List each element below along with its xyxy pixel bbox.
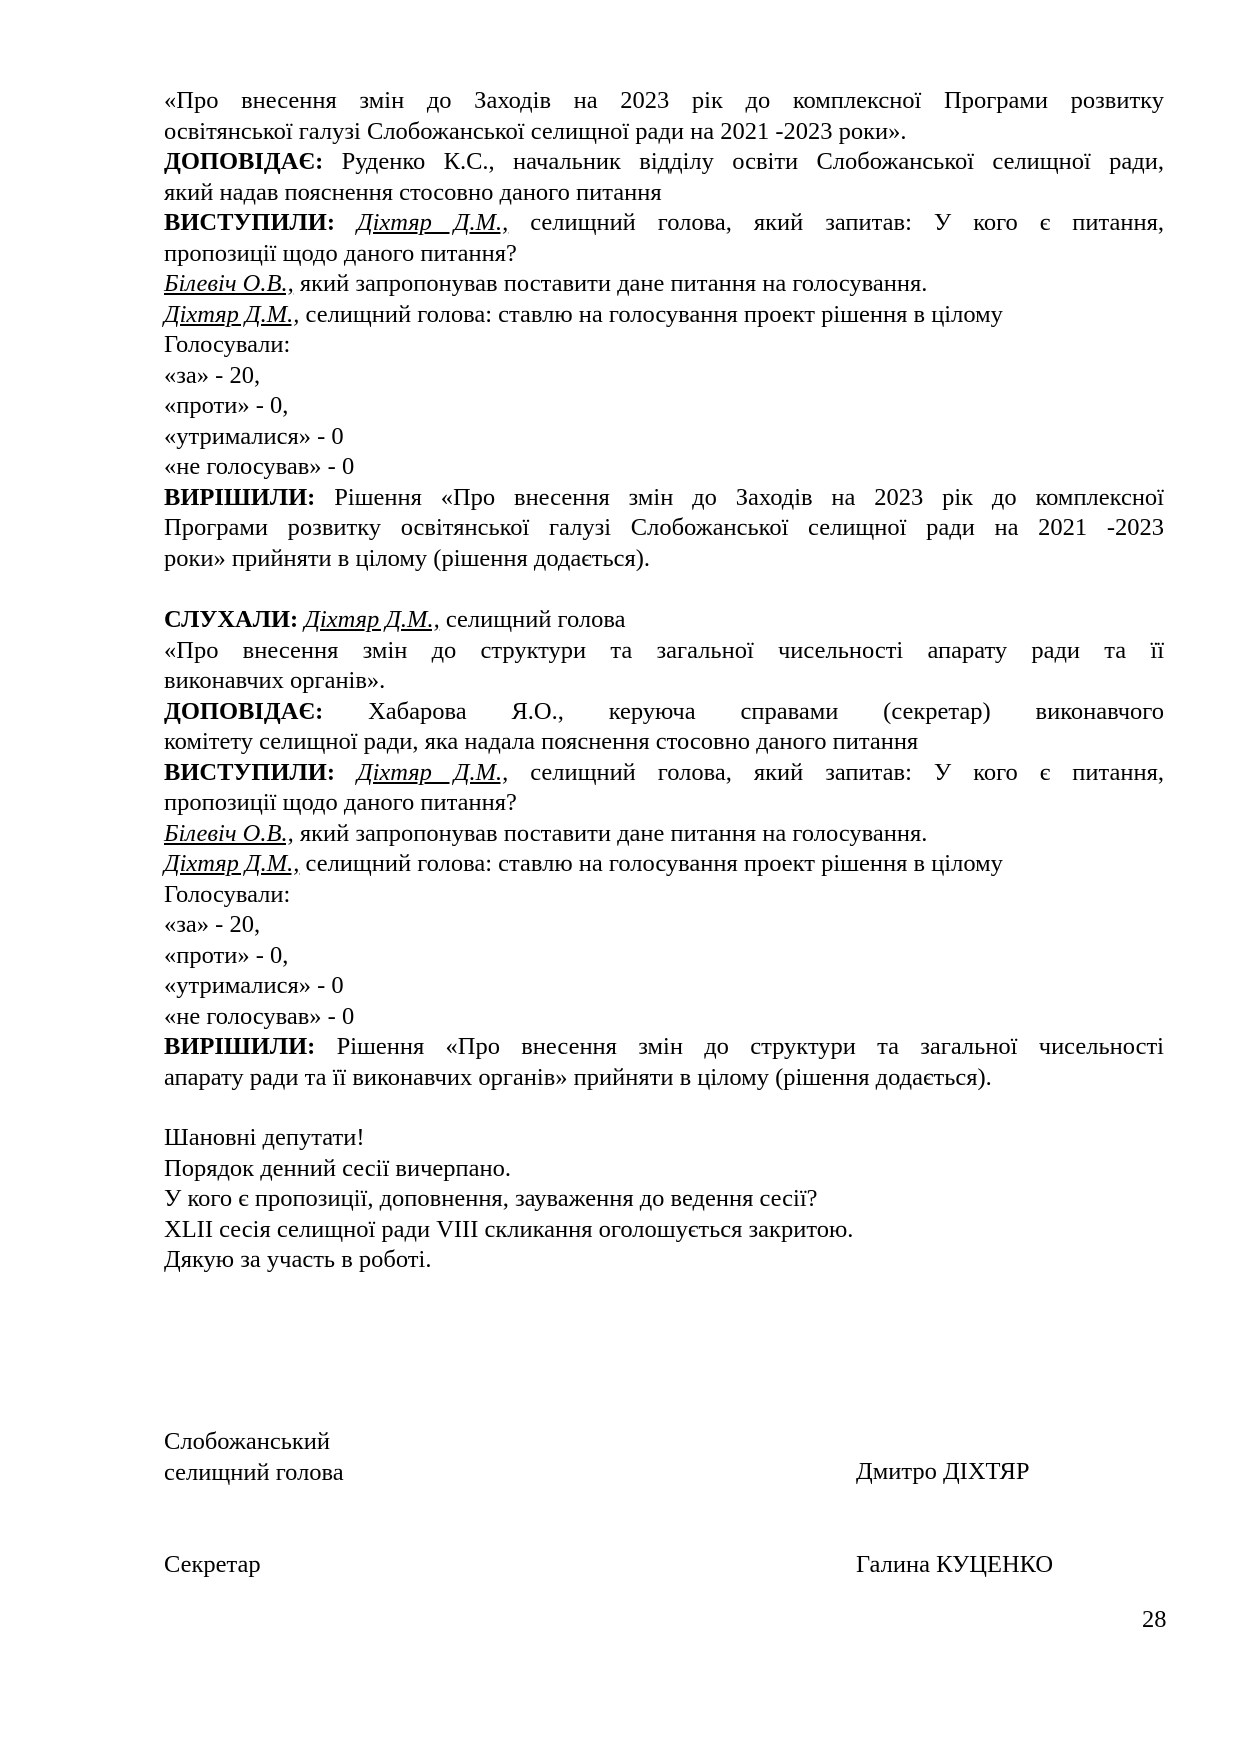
decided-label: ВИРІШИЛИ:	[164, 483, 316, 511]
head-vote-line	[164, 849, 1164, 880]
reports-line	[164, 697, 1164, 728]
reports-text: який надав пояснення стосовно даного питання	[164, 178, 662, 206]
vote-against: «проти» - 0,	[164, 392, 289, 419]
vote-for: «за» - 20,	[164, 361, 261, 389]
head-title: Слобожанський	[164, 1428, 331, 1455]
spoke-line	[164, 758, 1164, 789]
decided-line	[164, 483, 1164, 514]
speaker-name: Діхтяр Д.М.,	[356, 209, 509, 236]
decided-text: Програми розвитку освітянської галузі Слобожанської селищної ради на 2021 -2023	[164, 514, 1164, 541]
page-number: 28	[1142, 1606, 1167, 1633]
reports-label: ДОПОВІДАЄ:	[164, 697, 324, 725]
reports-text: комітету селищної ради, яка надала пояснення стосовно даного питання	[164, 728, 919, 755]
heard-line	[164, 605, 1164, 636]
vote-abstained: «утрималися» - 0	[164, 972, 344, 999]
proposal-text: який запропонував поставити дане питання на голосування.	[293, 270, 928, 297]
decided-line	[164, 1032, 1164, 1063]
vote-none: «не голосував» - 0	[164, 453, 355, 480]
spoke-text: селищний голова, який запитав: У кого є питання,	[508, 758, 1164, 786]
voted-label: Голосували:	[164, 880, 291, 908]
agenda-title-line: «Про внесення змін до Заходів на 2023 рік до комплексної Програми розвитку	[164, 87, 1164, 114]
heard-label: СЛУХАЛИ:	[164, 606, 299, 633]
speaker-name: Білевіч О.В.,	[164, 819, 294, 847]
vote-abstained: «утрималися» - 0	[164, 422, 344, 450]
reports-label: ДОПОВІДАЄ:	[164, 148, 324, 175]
vote-none: «не голосував» - 0	[164, 1002, 355, 1030]
agenda-title-line: освітянської галузі Слобожанської селищної ради на 2021 -2023 роки».	[164, 117, 907, 145]
decided-text: Рішення «Про внесення змін до структури та загальної чисельності	[315, 1033, 1164, 1060]
spoke-text: пропозиції щодо даного питання?	[164, 239, 517, 267]
vote-against: «проти» - 0,	[164, 941, 289, 969]
closing-line: XLII сесія селищної ради VIII скликання оголошується закритою.	[164, 1215, 854, 1243]
head-title: селищний голова	[164, 1458, 344, 1486]
reports-text: Хабарова Я.О., керуюча справами (секретар) виконавчого	[323, 697, 1164, 725]
proposal-line	[164, 269, 1164, 300]
closing-line: Шановні депутати!	[164, 1124, 365, 1151]
spacer	[164, 1093, 1164, 1123]
closing-line: У кого є пропозиції, доповнення, зауваження до ведення сесії?	[164, 1185, 818, 1212]
head-vote-text: селищний голова: ставлю на голосування проект рішення в цілому	[299, 300, 1003, 328]
speaker-name: Діхтяр Д.М.,	[164, 850, 300, 877]
head-signature-name: Дмитро ДІХТЯР	[856, 1458, 1030, 1485]
closing-line: Порядок денний сесії вичерпано.	[164, 1154, 511, 1182]
speaker-name: Діхтяр Д.М.,	[164, 300, 300, 328]
spoke-label: ВИСТУПИЛИ:	[164, 209, 335, 236]
document-body	[164, 86, 1164, 1276]
spoke-text: селищний голова, який запитав: У кого є питання,	[508, 209, 1164, 236]
spoke-text: пропозиції щодо даного питання?	[164, 789, 517, 816]
speaker-name: Діхтяр Д.М.,	[356, 758, 509, 786]
decided-text: Рішення «Про внесення змін до Заходів на 2023 рік до комплексної	[315, 483, 1164, 511]
decided-label: ВИРІШИЛИ:	[164, 1033, 316, 1060]
voted-label: Голосували:	[164, 331, 291, 358]
decided-text: апарату ради та її виконавчих органів» прийняти в цілому (рішення додається).	[164, 1063, 992, 1091]
speaker-name: Білевіч О.В.,	[164, 270, 294, 297]
reports-text: Руденко К.С., начальник відділу освіти Слобожанської селищної ради,	[323, 148, 1164, 175]
proposal-line	[164, 819, 1164, 850]
head-vote-text: селищний голова: ставлю на голосування проект рішення в цілому	[299, 850, 1003, 877]
agenda-title-line: виконавчих органів».	[164, 667, 386, 694]
speaker-name: Діхтяр Д.М.,	[304, 606, 440, 633]
decided-text: роки» прийняти в цілому (рішення додається).	[164, 544, 651, 572]
heard-text: селищний голова	[439, 606, 626, 633]
proposal-text: який запропонував поставити дане питання на голосування.	[293, 819, 928, 847]
closing-line: Дякую за участь в роботі.	[164, 1246, 432, 1273]
vote-for: «за» - 20,	[164, 911, 261, 938]
spoke-label: ВИСТУПИЛИ:	[164, 758, 335, 786]
spoke-line	[164, 208, 1164, 239]
secretary-name: Галина КУЦЕНКО	[856, 1551, 1054, 1578]
head-vote-line	[164, 300, 1164, 331]
reports-line	[164, 147, 1164, 178]
secretary-title: Секретар	[164, 1551, 261, 1578]
spacer	[164, 574, 1164, 605]
agenda-title-line: «Про внесення змін до структури та загальної чисельності апарату ради та її	[164, 636, 1164, 664]
